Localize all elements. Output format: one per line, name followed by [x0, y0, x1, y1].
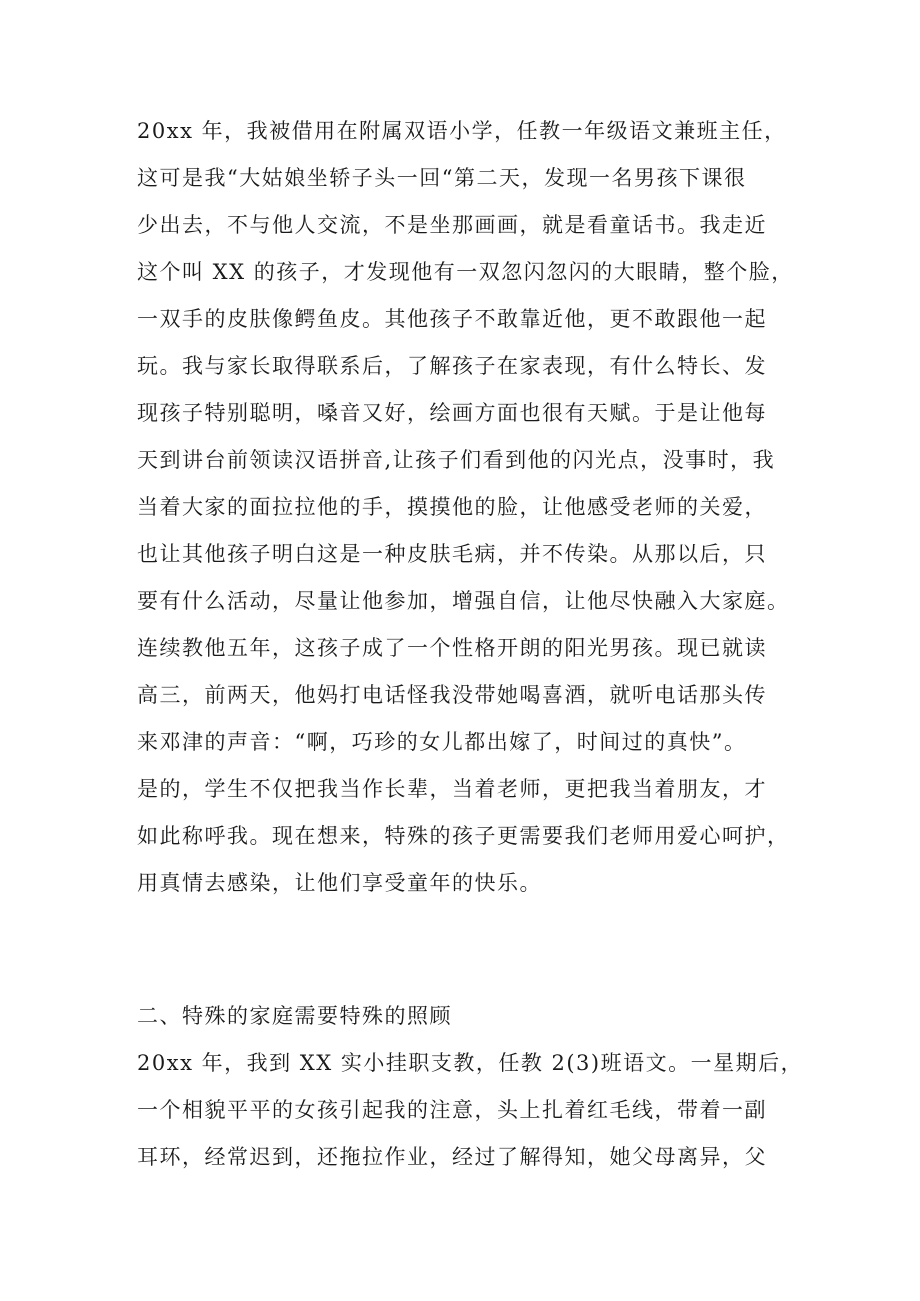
paragraph-2-line-2: 一个相貌平平的女孩引起我的注意，头上扎着红毛线，带着一副 — [137, 1098, 767, 1122]
paragraph-1-line-7: 现孩子特别聪明，嗓音又好，绘画方面也很有天赋。于是让他每 — [137, 401, 767, 425]
paragraph-1-line-9: 当着大家的面拉拉他的手，摸摸他的脸，让他感受老师的关爱， — [137, 495, 767, 519]
paragraph-1-line-12: 连续教他五年，这孩子成了一个性格开朗的阳光男孩。现已就读 — [137, 636, 767, 660]
paragraph-1-line-13: 高三，前两天，他妈打电话怪我没带她喝喜酒，就听电话那头传 — [137, 683, 767, 707]
section-heading: 二、特殊的家庭需要特殊的照顾 — [137, 1004, 452, 1028]
paragraph-1-line-6: 玩。我与家长取得联系后，了解孩子在家表现，有什么特长、发 — [137, 354, 767, 378]
paragraph-1-line-3: 少出去，不与他人交流，不是坐那画画，就是看童话书。我走近 — [137, 213, 767, 237]
paragraph-1-line-15: 是的，学生不仅把我当作长辈，当着老师，更把我当着朋友，才 — [137, 777, 767, 801]
paragraph-1-line-17: 用真情去感染，让他们享受童年的快乐。 — [137, 871, 542, 895]
paragraph-1-line-16: 如此称呼我。现在想来，特殊的孩子更需要我们老师用爱心呵护， — [137, 824, 790, 848]
paragraph-1-line-14: 来邓津的声音：“啊，巧珍的女儿都出嫁了，时间过的真快”。 — [137, 730, 747, 754]
paragraph-1-line-10: 也让其他孩子明白这是一种皮肤毛病，并不传染。从那以后，只 — [137, 542, 767, 566]
paragraph-1-line-5: 一双手的皮肤像鳄鱼皮。其他孩子不敢靠近他，更不敢跟他一起 — [137, 307, 767, 331]
paragraph-1-line-2: 这可是我“大姑娘坐轿子头一回“第二天，发现一名男孩下课很 — [137, 166, 747, 190]
paragraph-1-line-8: 天到讲台前领读汉语拼音,让孩子们看到他的闪光点，没事时，我 — [137, 448, 776, 472]
paragraph-1-line-4: 这个叫 XX 的孩子，才发现他有一双忽闪忽闪的大眼睛，整个脸， — [137, 260, 794, 284]
paragraph-2-line-1: 20xx 年，我到 XX 实小挂职支教，任教 2(3)班语文。一星期后， — [137, 1051, 804, 1075]
paragraph-2-line-3: 耳环，经常迟到，还拖拉作业，经过了解得知，她父母离异，父 — [137, 1145, 767, 1169]
paragraph-1-line-1: 20xx 年，我被借用在附属双语小学，任教一年级语文兼班主任， — [137, 119, 787, 143]
paragraph-1-line-11: 要有什么活动，尽量让他参加，增强自信，让他尽快融入大家庭。 — [137, 589, 790, 613]
